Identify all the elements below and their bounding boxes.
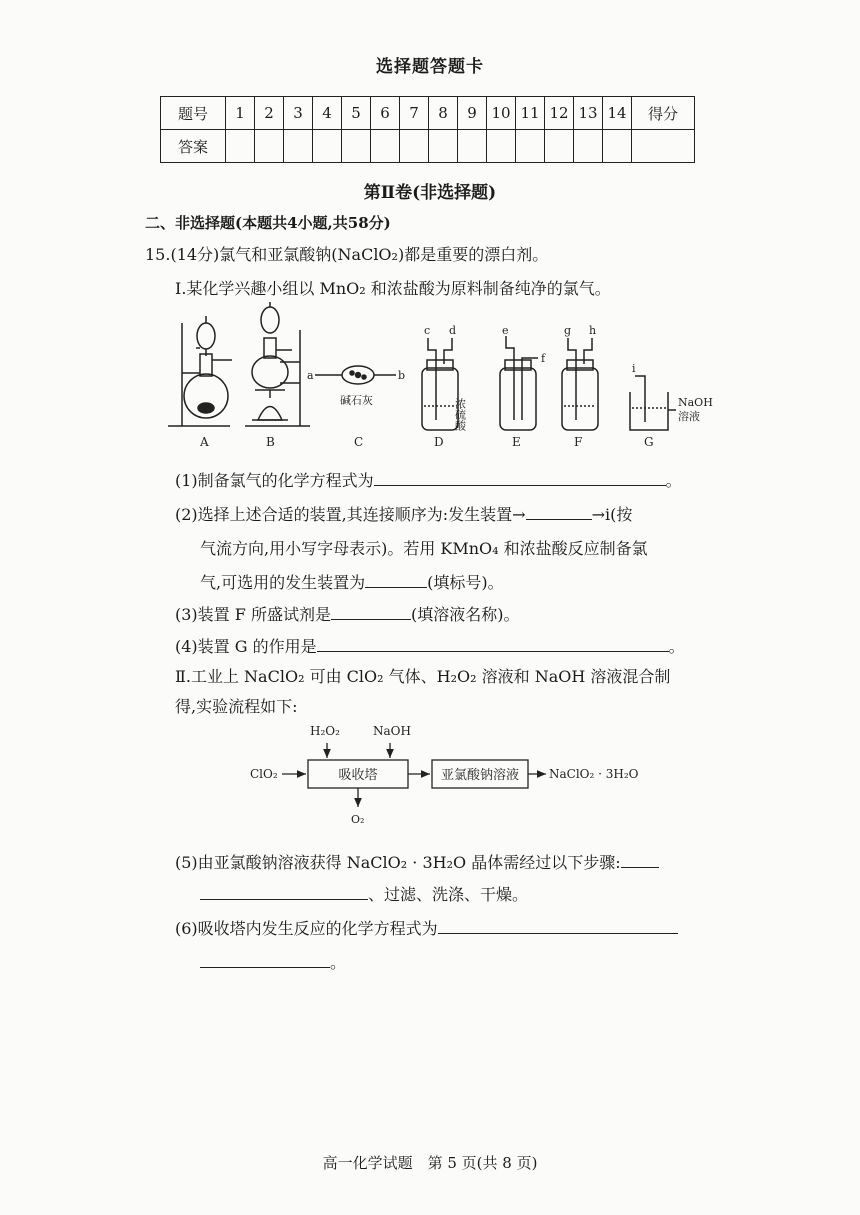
sub-question-2-line3: 气,可选用的发生装置为 (填标号)。 bbox=[200, 573, 504, 592]
apparatus-label: C bbox=[354, 435, 364, 449]
port-label: f bbox=[541, 352, 546, 365]
flow-box-label: 吸收塔 bbox=[338, 768, 378, 783]
apparatus-label: D bbox=[434, 435, 444, 449]
part2-line1: Ⅱ.工业上 NaClO₂ 可由 ClO₂ 气体、H₂O₂ 溶液和 NaOH 溶液混合制 bbox=[175, 667, 671, 686]
apparatus-label: B bbox=[266, 435, 275, 449]
question-number: 8 bbox=[429, 97, 458, 130]
apparatus-label: E bbox=[512, 435, 521, 449]
question-number: 6 bbox=[371, 97, 400, 130]
apparatus-b bbox=[245, 302, 310, 426]
answer-table-number-row bbox=[161, 97, 695, 130]
port-label: a bbox=[307, 369, 314, 382]
answer-cell[interactable] bbox=[400, 130, 429, 163]
question-number: 7 bbox=[400, 97, 429, 130]
question-number: 9 bbox=[458, 97, 487, 130]
process-flow-diagram bbox=[240, 715, 740, 830]
reagent-label-naoh: NaOH bbox=[678, 396, 713, 409]
answer-blank[interactable] bbox=[438, 917, 678, 934]
port-label: h bbox=[589, 324, 597, 337]
reagent-label-sulfuric-acid: 浓硫酸 bbox=[453, 398, 467, 431]
flow-product: NaClO₂ · 3H₂O bbox=[549, 767, 639, 781]
flow-input-clo2: ClO₂ bbox=[250, 767, 278, 781]
sub-question-6-line2: 。 bbox=[200, 950, 346, 973]
sub-question-3: (3)装置 F 所盛试剂是 (填溶液名称)。 bbox=[175, 605, 520, 624]
answer-cell[interactable] bbox=[487, 130, 516, 163]
sub-question-4: (4)装置 G 的作用是 。 bbox=[175, 637, 685, 656]
sub-question-1: (1)制备氯气的化学方程式为 。 bbox=[175, 471, 682, 490]
port-label: c bbox=[424, 324, 431, 337]
answer-cell[interactable] bbox=[516, 130, 545, 163]
answer-cell[interactable] bbox=[458, 130, 487, 163]
answer-cell[interactable] bbox=[574, 130, 603, 163]
question-number: 5 bbox=[342, 97, 371, 130]
apparatus-diagram bbox=[160, 298, 720, 453]
flow-input-h2o2: H₂O₂ bbox=[310, 724, 340, 738]
question-number: 13 bbox=[574, 97, 603, 130]
apparatus-label: F bbox=[574, 435, 583, 449]
answer-cell[interactable] bbox=[603, 130, 632, 163]
question-number: 4 bbox=[313, 97, 342, 130]
table-row-label: 题号 bbox=[161, 97, 226, 130]
question-number: 2 bbox=[255, 97, 284, 130]
question-number: 11 bbox=[516, 97, 545, 130]
answer-cell[interactable] bbox=[545, 130, 574, 163]
answer-blank[interactable] bbox=[200, 951, 330, 968]
apparatus-g bbox=[630, 376, 676, 430]
page-footer: 高一化学试题 第 5 页(共 8 页) bbox=[322, 1154, 538, 1172]
sub-question-5-line1: (5)由亚氯酸钠溶液获得 NaClO₂ · 3H₂O 晶体需经过以下步骤: bbox=[175, 850, 659, 873]
answer-cell[interactable] bbox=[226, 130, 255, 163]
flow-input-naoh: NaOH bbox=[373, 724, 411, 738]
answer-cell[interactable] bbox=[255, 130, 284, 163]
apparatus-a bbox=[168, 316, 232, 426]
flow-box-label: 亚氯酸钠溶液 bbox=[440, 768, 520, 783]
answer-cell[interactable] bbox=[371, 130, 400, 163]
question-15-stem: 15.(14分)氯气和亚氯酸钠(NaClO₂)都是重要的漂白剂。 bbox=[145, 245, 549, 264]
apparatus-e bbox=[500, 336, 538, 430]
port-label: e bbox=[502, 324, 509, 337]
part1-intro: Ⅰ.某化学兴趣小组以 MnO₂ 和浓盐酸为原料制备纯净的氯气。 bbox=[175, 279, 611, 298]
answer-blank[interactable] bbox=[621, 851, 659, 868]
apparatus-f bbox=[562, 338, 598, 430]
part2-line2: 得,实验流程如下: bbox=[175, 697, 298, 716]
question-number: 3 bbox=[284, 97, 313, 130]
sheet-title: 选择题答题卡 bbox=[376, 57, 484, 77]
score-label: 得分 bbox=[632, 97, 695, 130]
port-label: g bbox=[564, 324, 572, 337]
answer-cell[interactable] bbox=[429, 130, 458, 163]
answer-blank[interactable] bbox=[200, 883, 368, 900]
answer-blank[interactable] bbox=[526, 503, 592, 520]
table-row-label: 答案 bbox=[161, 130, 226, 163]
answer-cell[interactable] bbox=[313, 130, 342, 163]
sub-question-2-line1: (2)选择上述合适的装置,其连接顺序为:发生装置→ →i(按 bbox=[175, 505, 633, 524]
answer-table bbox=[160, 96, 695, 163]
answer-blank[interactable] bbox=[374, 469, 666, 486]
section-heading: 二、非选择题(本题共4小题,共58分) bbox=[145, 214, 391, 232]
reagent-label-solution: 溶液 bbox=[678, 410, 700, 423]
apparatus-label: A bbox=[200, 435, 209, 449]
answer-table-answer-row bbox=[161, 130, 695, 163]
answer-cell[interactable] bbox=[342, 130, 371, 163]
port-label: b bbox=[398, 369, 406, 382]
part-title: 第Ⅱ卷(非选择题) bbox=[363, 183, 497, 203]
apparatus-label: G bbox=[644, 435, 654, 449]
answer-blank[interactable] bbox=[317, 635, 669, 652]
score-cell[interactable] bbox=[632, 130, 695, 163]
question-number: 1 bbox=[226, 97, 255, 130]
flow-output-o2: O₂ bbox=[351, 813, 365, 826]
apparatus-c bbox=[315, 366, 396, 384]
sub-question-2-line2: 气流方向,用小写字母表示)。若用 KMnO₄ 和浓盐酸反应制备氯 bbox=[200, 539, 648, 558]
question-number: 10 bbox=[487, 97, 516, 130]
question-number: 14 bbox=[603, 97, 632, 130]
question-number: 12 bbox=[545, 97, 574, 130]
answer-blank[interactable] bbox=[365, 571, 427, 588]
port-label: i bbox=[632, 362, 636, 375]
reagent-label-soda-lime: 碱石灰 bbox=[340, 394, 373, 407]
answer-cell[interactable] bbox=[284, 130, 313, 163]
port-label: d bbox=[449, 324, 457, 337]
sub-question-5-line2: 、过滤、洗涤、干燥。 bbox=[200, 882, 528, 905]
answer-blank[interactable] bbox=[331, 603, 411, 620]
sub-question-6-line1: (6)吸收塔内发生反应的化学方程式为 bbox=[175, 916, 678, 939]
